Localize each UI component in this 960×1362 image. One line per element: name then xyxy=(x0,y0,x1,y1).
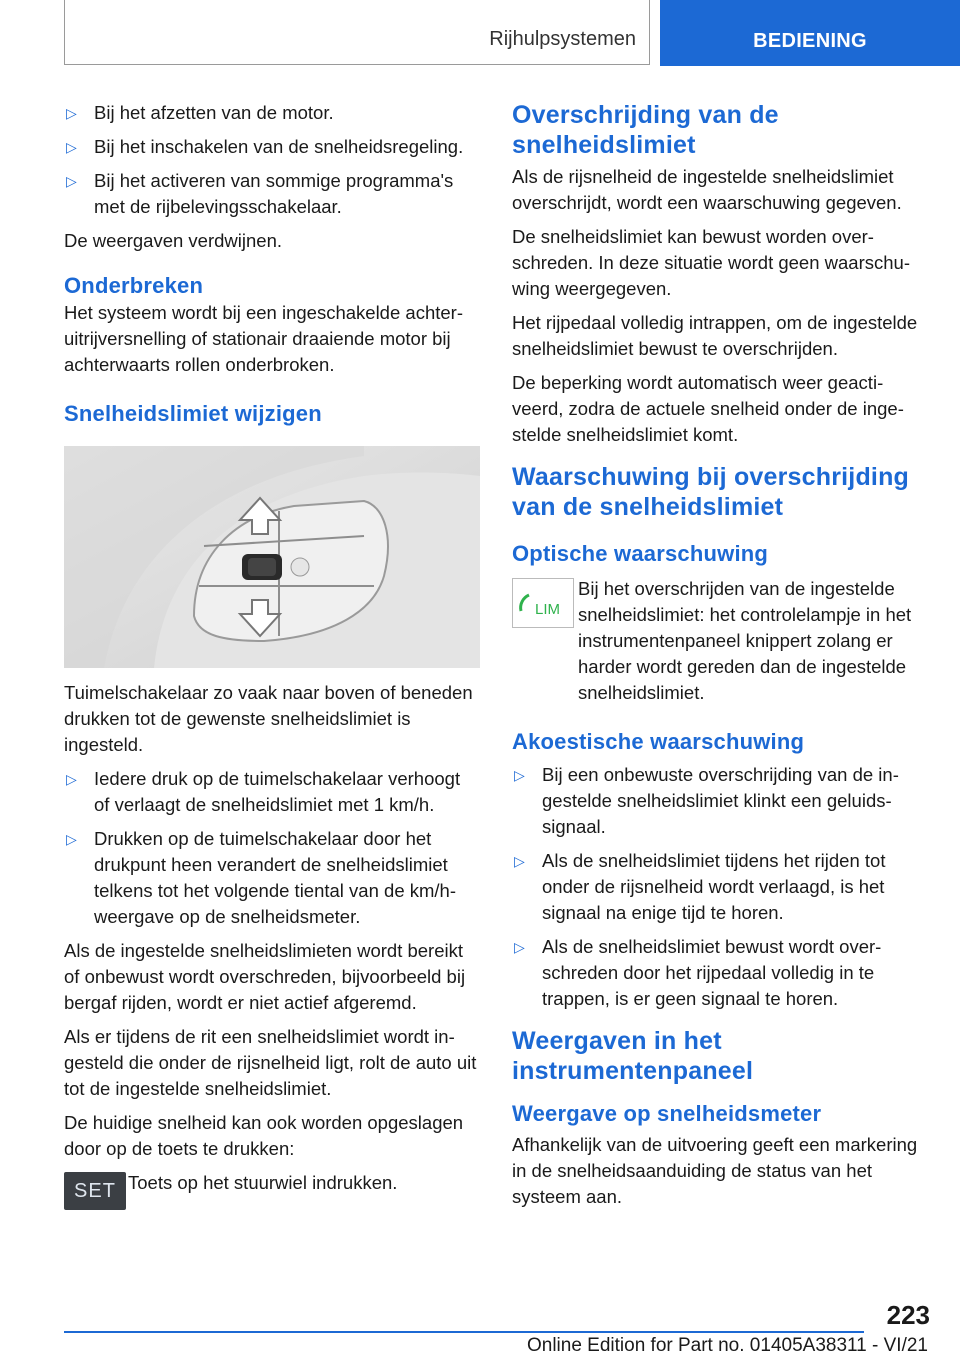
heading-akoestische-waarschuwing: Akoestische waarschuwing xyxy=(512,729,805,754)
rocker-switch-behaviour-list xyxy=(64,766,480,930)
lim-indicator-instruction xyxy=(512,576,928,706)
triangle-bullet-icon: ▷ xyxy=(66,173,77,189)
heading-waarschuwing: Waarschuwing bij overschrijding van de snelheidslimiet xyxy=(512,463,910,521)
paragraph: Als de rijsnelheid de ingestelde snelheidslimiet overschrijdt, wordt een waarschuwing gegeven. xyxy=(512,166,902,213)
svg-text:LIM: LIM xyxy=(535,601,561,618)
heading-snelheidslimiet-wijzigen: Snelheidslimiet wijzigen xyxy=(64,401,322,426)
paragraph: De huidige snelheid kan ook worden opgeslagen door op de toets te drukken: xyxy=(64,1112,464,1159)
list-item: ▷ Bij een onbewuste overschrijding van de ingestelde snelheidslimiet klinkt een geluidssignaal. xyxy=(514,764,899,837)
triangle-bullet-icon: ▷ xyxy=(514,767,525,783)
heading-overschrijding: Overschrijding van de snelheidslimiet xyxy=(512,101,779,159)
footer-rule xyxy=(64,1331,864,1333)
footer-edition: Online Edition for Part no. 01405A38311 - VI/21 xyxy=(526,1335,928,1356)
list-item: ▷ Als de snelheidslimiet bewust wordt overschreden door het rijpedaal volledig in te trappen, is er geen signaal te horen. xyxy=(514,936,882,1009)
header-divider-bottom xyxy=(64,64,650,65)
triangle-bullet-icon: ▷ xyxy=(66,831,77,847)
triangle-bullet-icon: ▷ xyxy=(66,105,77,121)
paragraph: Afhankelijk van de uitvoering geeft een markering in de snelheidsaanduiding de status van het systeem aan. xyxy=(512,1134,918,1207)
paragraph: Toets op het stuurwiel indrukken. xyxy=(128,1172,398,1193)
paragraph: Als er tijdens de rit een snelheidslimiet wordt ingesteld die onder de rijsnelheid ligt, rolt de auto uit tot de ingestelde snelheidslimiet. xyxy=(64,1026,477,1099)
triangle-bullet-icon: ▷ xyxy=(514,939,525,955)
list-item: ▷ Iedere druk op de tuimelschakelaar verhoogt of verlaagt de snelheidslimiet met 1 km/h. xyxy=(66,768,461,815)
list-item: ▷ Als de snelheidslimiet tijdens het rijden tot onder de rijsnelheid wordt verlaagd, is het signaal na enige tijd te horen. xyxy=(514,850,886,923)
paragraph: Als de ingestelde snelheidslimieten wordt bereikt of onbewust wordt overschreden, bijvoorbeeld bij bergaf rijden, wordt er niet actief afgeremd. xyxy=(64,940,466,1013)
paragraph: Bij het overschrijden van de ingestelde snelheidslimiet: het controlelampje in het instrumentenpaneel knippert zolang er harder wordt gereden dan de ingestelde snelheidslimiet. xyxy=(578,578,912,703)
list-item: ▷ Bij het activeren van sommige programma's met de rijbelevingsschakelaar. xyxy=(66,170,454,217)
paragraph: Tuimelschakelaar zo vaak naar boven of beneden drukken tot de gewenste snelheidslimiet is ingesteld. xyxy=(64,682,473,755)
disappear-conditions-list xyxy=(64,100,480,220)
header-divider-mid xyxy=(649,0,650,64)
steering-wheel-rocker-switch-image xyxy=(64,446,480,668)
paragraph: De weergaven verdwijnen. xyxy=(64,230,283,251)
page-number: 223 xyxy=(886,1300,930,1330)
header-section-title: Rijhulpsystemen xyxy=(489,28,636,50)
right-column xyxy=(512,100,928,1218)
triangle-bullet-icon: ▷ xyxy=(66,771,77,787)
header-divider-left xyxy=(64,0,65,64)
list-item: ▷ Drukken op de tuimelschakelaar door het drukpunt heen verandert de snelheidslimiet telkens tot het volgende tiental van de km/h-weergave op de snelheidsmeter. xyxy=(66,828,456,927)
paragraph: Het systeem wordt bij een ingeschakelde achteruitrijversnelling of stationair draaiende motor bij achterwaarts rollen onderbroken. xyxy=(64,302,463,375)
paragraph: De beperking wordt automatisch weer geactiveerd, zodra de actuele snelheid onder de ingestelde snelheidslimiet komt. xyxy=(512,372,904,445)
set-button-icon: SET xyxy=(64,1172,128,1212)
lim-indicator-icon xyxy=(512,578,576,618)
paragraph: Het rijpedaal volledig intrappen, om de ingestelde snelheidslimiet bewust te overschrijden. xyxy=(512,312,918,359)
header-chapter-tab[interactable] xyxy=(660,0,960,66)
heading-onderbreken: Onderbreken xyxy=(64,273,204,298)
heading-weergave-snelheidsmeter: Weergave op snelheidsmeter xyxy=(512,1101,822,1126)
paragraph: De snelheidslimiet kan bewust worden overschreden. In deze situatie wordt geen waarschuwing weergegeven. xyxy=(512,226,910,299)
header-chapter-label: BEDIENING xyxy=(753,30,867,52)
acoustic-warning-list xyxy=(512,762,928,1012)
left-column xyxy=(64,100,480,1240)
triangle-bullet-icon: ▷ xyxy=(66,139,77,155)
list-item: ▷ Bij het inschakelen van de snelheidsregeling. xyxy=(64,134,480,160)
heading-optische-waarschuwing: Optische waarschuwing xyxy=(512,541,769,566)
set-button-instruction xyxy=(64,1170,480,1240)
heading-weergaven: Weergaven in het instrumentenpaneel xyxy=(512,1027,754,1085)
triangle-bullet-icon: ▷ xyxy=(514,853,525,869)
list-item: ▷ Bij het afzetten van de motor. xyxy=(64,100,480,126)
